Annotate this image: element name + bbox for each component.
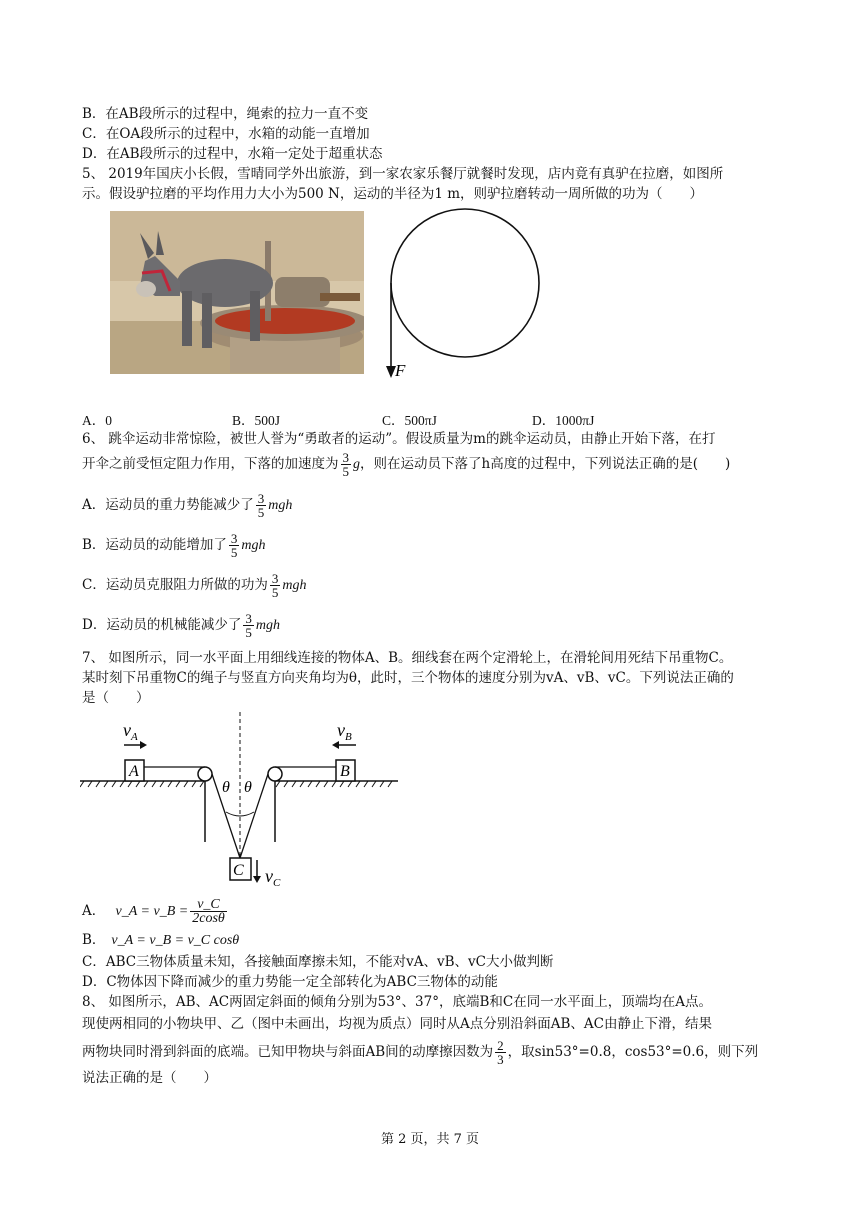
q5-stem-line1: 5、 2019年国庆小长假，雪晴同学外出旅游，到一家农家乐餐厅就餐时发现，店内竟有真驴在拉磨，如图所 [82,166,724,182]
q8-stem-line1: 8、 如图所示，AB、AC两固定斜面的倾角分别为53°、37°，底端B和C在同一水平面上，顶端均在A点。 [82,994,712,1010]
q7-stem-line3: 是（ ） [82,690,150,706]
q4-option-d: D．在AB段所示的过程中，水箱一定处于超重状态 [82,146,383,162]
circular-path-diagram [380,206,550,384]
q7-option-d: D．C物体因下降而减少的重力势能一定全部转化为ABC三物体的动能 [82,974,498,990]
q8-stem-line3: 两物块同时滑到斜面的底端。已知甲物块与斜面AB间的动摩擦因数为 $\frac{2}{3}$ ，取sin53°=0.8，cos53°=0.6，则下列 [82,1038,759,1067]
pulley-diagram [80,712,400,892]
donkey-mill-photo [110,211,364,374]
q6-option-a: A．运动员的重力势能减少了 $\frac{3}{5}$ mgh [82,491,293,520]
theta-left: θ [222,779,230,796]
q6-stem-line2: 开伞之前受恒定阻力作用，下落的加速度为 $\frac{3}{5}$ g，则在运动员下落了h高度的过程中，下列说法正确的是( ) [82,450,731,479]
q7-option-a: A． v_A = v_B = $\frac{v\_C}{2\cos\theta}$ [82,897,225,926]
block-c-label: C [233,862,244,879]
va-label: $v_A$ [123,720,138,743]
vc-label: $v_C$ [265,866,281,889]
q7-stem-line1: 7、 如图所示，同一水平面上用细线连接的物体A、B。细线套在两个定滑轮上，在滑轮间用死结下吊重物C。 [82,650,733,666]
q5-option-a: A．0 [82,413,112,428]
q7-stem-line2: 某时刻下吊重物C的绳子与竖直方向夹角均为θ，此时，三个物体的速度分别为vA、vB、vC。下列说法正确的 [82,670,734,686]
q6-stem-line1: 6、 跳伞运动非常惊险，被世人誉为“勇敢者的运动”。假设质量为m的跳伞运动员，由静止开始下落，在打 [82,431,716,447]
q6-option-c: C．运动员克服阻力所做的功为 $\frac{3}{5}$ mgh [82,571,307,600]
q5-stem-line2: 示。假设驴拉磨的平均作用力大小为500 N，运动的半径为1 m，则驴拉磨转动一周所做的功为（ ） [82,186,704,202]
q6-option-b: B．运动员的动能增加了 $\frac{3}{5}$ mgh [82,531,266,560]
q7-option-c: C．ABC三物体质量未知，各接触面摩擦未知，不能对vA、vB、vC大小做判断 [82,954,554,970]
q4-option-c: C．在OA段所示的过程中，水箱的动能一直增加 [82,126,370,142]
block-b-label: B [340,763,350,780]
vb-label: $v_B$ [337,720,352,743]
q4-option-b: B．在AB段所示的过程中，绳索的拉力一直不变 [82,106,369,122]
q6-option-d: D．运动员的机械能减少了 $\frac{3}{5}$ mgh [82,611,280,640]
page-footer: 第 2 页，共 7 页 [380,1132,480,1147]
q8-stem-line4: 说法正确的是（ ） [82,1070,217,1086]
block-a-label: A [129,763,139,780]
q5-option-c: C．500πJ [382,413,437,428]
q5-option-b: B．500J [232,413,281,428]
q5-option-d: D．1000πJ [532,413,595,428]
theta-right: θ [244,779,252,796]
force-label-f: F [395,361,406,380]
q7-option-b: B． v_A = v_B = v_C cosθ [82,932,240,948]
q8-stem-line2: 现使两相同的小物块甲、乙（图中未画出，均视为质点）同时从A点分别沿斜面AB、AC由静止下滑，结果 [82,1016,712,1032]
